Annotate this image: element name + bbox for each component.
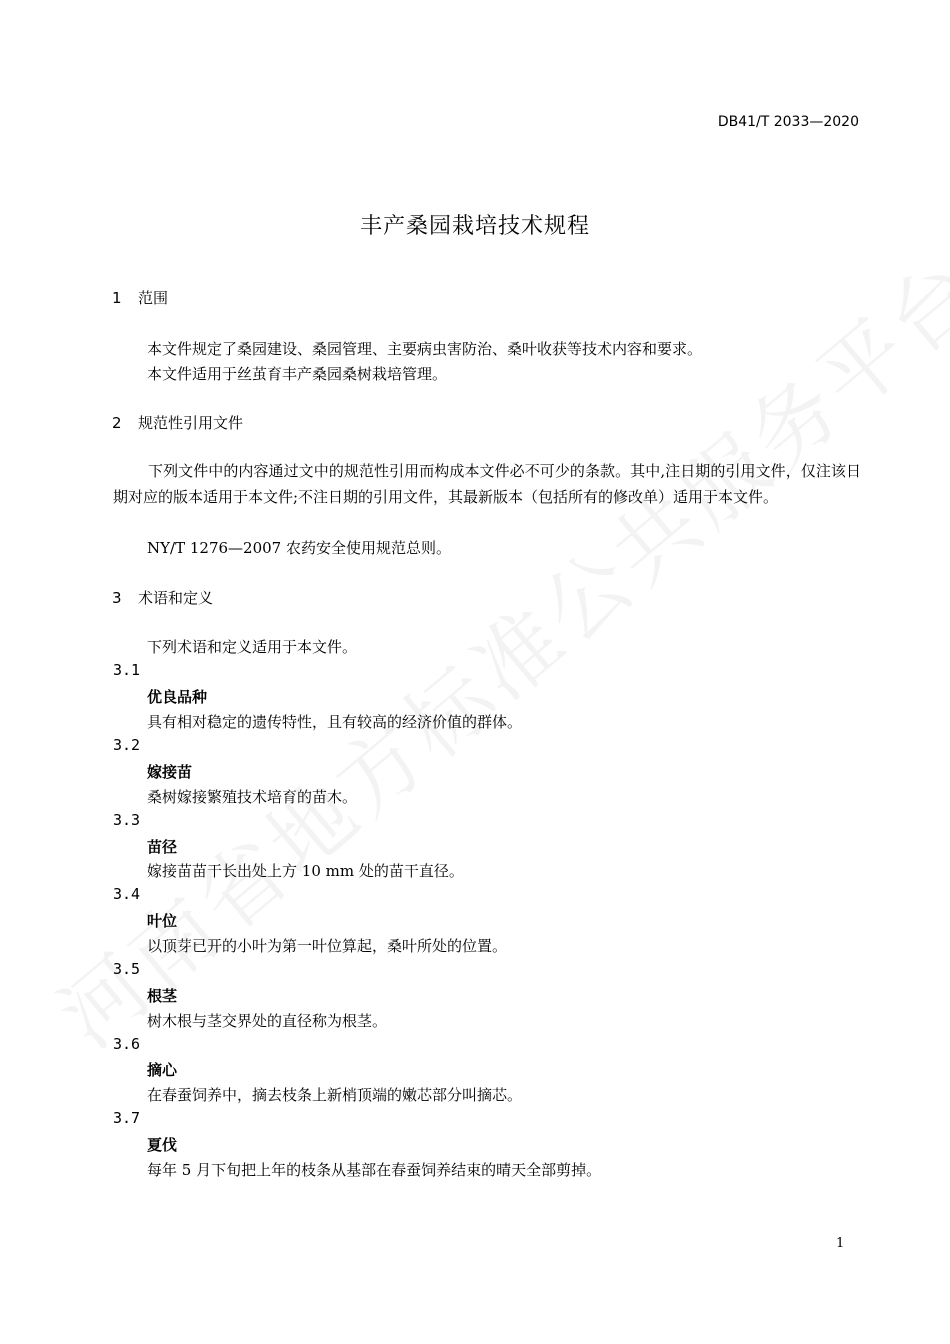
term-number: 3.3 [113,811,141,829]
section-number: 1 [112,289,122,307]
section-number: 3 [112,589,122,607]
section-title: 规范性引用文件 [138,414,244,432]
term-number: 3.2 [113,736,141,754]
document-title: 丰产桑园栽培技术规程 [359,214,590,239]
term-definition: 桑树嫁接繁殖技术培育的苗木。 [147,788,358,806]
term-name: 苗径 [147,838,178,856]
section-number: 2 [112,414,122,432]
paragraph: 本文件规定了桑园建设、桑园管理、主要病虫害防治、桑叶收获等技术内容和要求。 [147,340,703,358]
term-definition: 具有相对稳定的遗传特性，且有较高的经济价值的群体。 [147,713,523,731]
section-heading-normative-references [112,412,243,433]
section-title: 术语和定义 [138,589,214,607]
section-heading-scope [112,287,168,308]
term-definition: 以顶芽已开的小叶为第一叶位算起，桑叶所处的位置。 [147,937,508,955]
paragraph: 本文件适用于丝茧育丰产桑园桑树栽培管理。 [147,365,448,383]
term-name: 摘心 [147,1061,178,1079]
term-name: 根茎 [147,987,178,1005]
term-number: 3.7 [113,1109,141,1127]
term-definition: 树木根与茎交界处的直径称为根茎。 [147,1012,388,1030]
term-number: 3.5 [113,960,141,978]
term-name: 优良品种 [147,688,208,706]
term-definition: 每年 5 月下旬把上年的枝条从基部在春蚕饲养结束的晴天全部剪掉。 [147,1161,602,1179]
paragraph: 下列术语和定义适用于本文件。 [147,638,358,656]
term-definition: 在春蚕饲养中，摘去枝条上新梢顶端的嫩芯部分叫摘芯。 [147,1086,523,1104]
term-name: 夏伐 [147,1136,178,1154]
reference-item: NY/T 1276—2007 农药安全使用规范总则。 [147,539,451,557]
section-heading-terms [112,587,213,608]
term-definition: 嫁接苗苗干长出处上方 10 mm 处的苗干直径。 [147,862,464,880]
term-number: 3.6 [113,1035,141,1053]
section-title: 范围 [138,289,169,307]
document-code: DB41/T 2033—2020 [717,114,859,130]
term-name: 叶位 [147,912,178,930]
term-number: 3.4 [113,885,141,903]
paragraph: 下列文件中的内容通过文中的规范性引用而构成本文件必不可少的条款。其中,注日期的引用文件，仅注该日期对应的版本适用于本文件;不注日期的引用文件，其最新版本（包括所有的修改单）适用于本文件。 [113,462,861,506]
page-number: 1 [836,1236,845,1251]
term-number: 3.1 [113,661,141,679]
term-name: 嫁接苗 [147,763,193,781]
